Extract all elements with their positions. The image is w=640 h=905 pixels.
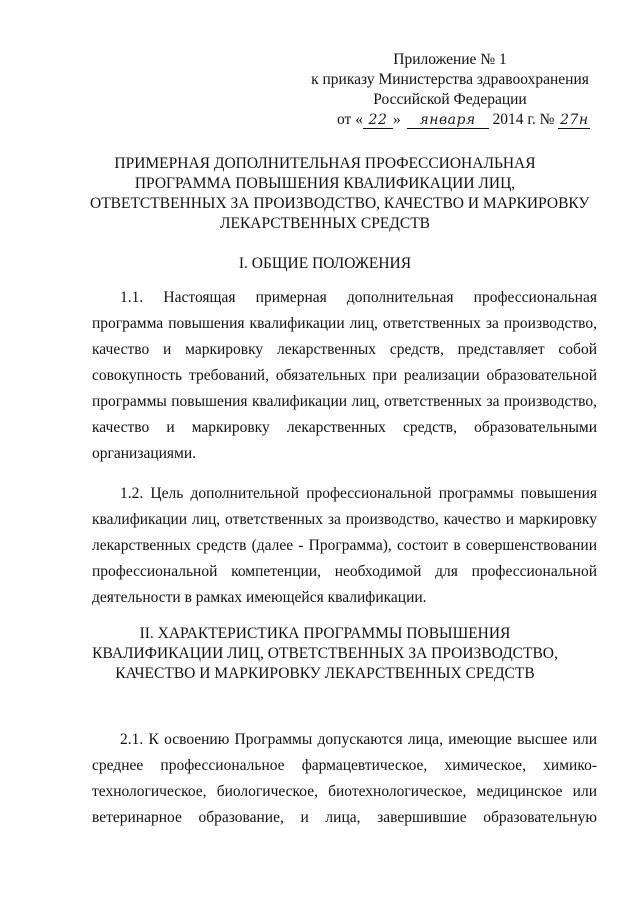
date-day-handwritten: 22 bbox=[363, 112, 393, 129]
appendix-title: Приложение № 1 bbox=[393, 51, 507, 68]
section-2-heading bbox=[90, 624, 560, 684]
date-mid: » bbox=[392, 111, 401, 128]
section-2-heading-line: КВАЛИФИКАЦИИ ЛИЦ, ОТВЕТСТВЕННЫХ ЗА ПРОИЗВОДСТВО, bbox=[92, 645, 558, 662]
paragraph-line: деятельности в рамках имеющейся квалификации. bbox=[92, 589, 427, 606]
section-1-heading bbox=[90, 254, 560, 274]
appendix-country: Российской Федерации bbox=[373, 91, 527, 108]
title-line: ПРИМЕРНАЯ ДОПОЛНИТЕЛЬНАЯ ПРОФЕССИОНАЛЬНАЯ bbox=[114, 155, 536, 172]
paragraph-1-2 bbox=[92, 481, 597, 611]
appendix-order-reference: к приказу Министерства здравоохранения bbox=[311, 71, 589, 88]
paragraph-line: программа повышения квалификации лиц, ответственных за производство, bbox=[92, 315, 597, 332]
order-number-handwritten: 27н bbox=[560, 112, 589, 128]
paragraph-line: квалификации лиц, ответственных за производство, качество и маркировку bbox=[92, 511, 597, 528]
paragraph-line: среднее профессиональное фармацевтическое, химическое, химико- bbox=[92, 757, 597, 774]
paragraph-line: лекарственных средств (далее - Программа), состоит в совершенствовании bbox=[92, 537, 597, 554]
paragraph-line: качество и маркировку лекарственных средств, образовательными bbox=[92, 419, 597, 436]
paragraph-line: технологическое, биологическое, биотехнологическое, медицинское или bbox=[92, 783, 597, 800]
title-line: ЛЕКАРСТВЕННЫХ СРЕДСТВ bbox=[219, 215, 431, 232]
appendix-date-line bbox=[300, 110, 600, 130]
paragraph-line: ветеринарное образование, и лица, завершившие образовательную bbox=[92, 809, 597, 826]
appendix-block bbox=[300, 50, 600, 130]
section-2-heading-line: КАЧЕСТВО И МАРКИРОВКУ ЛЕКАРСТВЕННЫХ СРЕДСТВ bbox=[115, 665, 535, 682]
date-prefix: от « bbox=[337, 111, 363, 128]
date-year: 2014 г. № bbox=[492, 111, 555, 128]
paragraph-line: 2.1. К освоению Программы допускаются лица, имеющие высшее или bbox=[120, 731, 597, 748]
paragraph-line: качество и маркировку лекарственных средств, представляет собой bbox=[92, 341, 597, 358]
paragraph-line: совокупность требований, обязательных при реализации образовательной bbox=[92, 367, 597, 384]
paragraph-line: программы повышения квалификации лиц, ответственных за производство, bbox=[92, 393, 597, 410]
paragraph-line: 1.2. Цель дополнительной профессиональной программы повышения bbox=[120, 485, 597, 502]
paragraph-2-1 bbox=[92, 727, 597, 831]
paragraph-line: организациями. bbox=[92, 445, 197, 462]
title-line: ПРОГРАММА ПОВЫШЕНИЯ КВАЛИФИКАЦИИ ЛИЦ, bbox=[134, 175, 516, 192]
section-1-heading-text: I. ОБЩИЕ ПОЛОЖЕНИЯ bbox=[238, 255, 412, 272]
title-line: ОТВЕТСТВЕННЫХ ЗА ПРОИЗВОДСТВО, КАЧЕСТВО И МАРКИРОВКУ bbox=[90, 195, 590, 212]
document-title bbox=[90, 154, 590, 234]
section-2-heading-line: II. ХАРАКТЕРИСТИКА ПРОГРАММЫ ПОВЫШЕНИЯ bbox=[139, 625, 511, 642]
paragraph-line: 1.1. Настоящая примерная дополнительная профессиональная bbox=[120, 289, 597, 306]
paragraph-line: профессиональной компетенции, необходимой для профессиональной bbox=[92, 563, 597, 580]
paragraph-1-1 bbox=[92, 285, 597, 467]
date-month-handwritten: января bbox=[407, 112, 489, 129]
